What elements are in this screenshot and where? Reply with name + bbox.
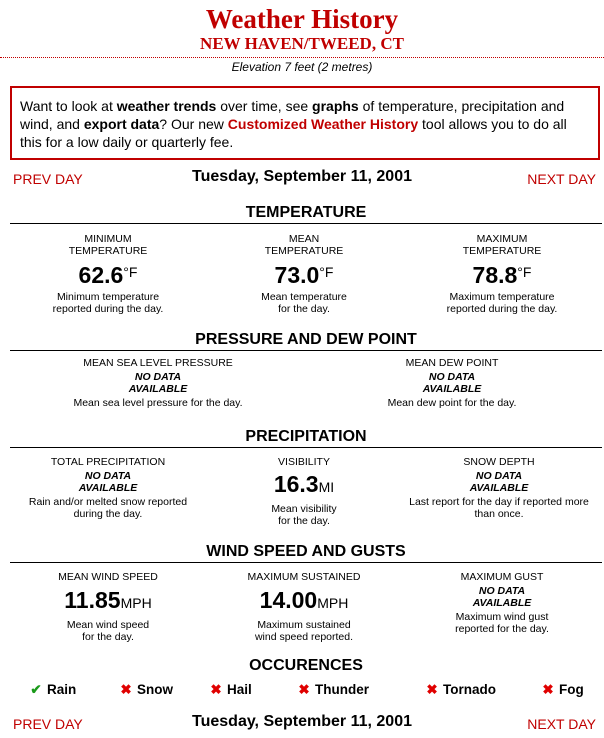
slp-label: MEAN SEA LEVEL PRESSURE [83, 357, 233, 369]
day-navigation-top [0, 168, 604, 190]
mean-wind-desc-2: for the day. [82, 631, 134, 643]
promo-text-3: of temperature, precipitation and wind, and [20, 98, 565, 132]
mean-wind-unit: MPH [120, 595, 152, 611]
mean-temp-label-1: MEAN [288, 233, 320, 245]
promo-bold-export: export data [83, 116, 160, 132]
mean-temp-unit: °F [319, 264, 334, 280]
min-temp-unit: °F [123, 264, 138, 280]
pressure-heading: PRESSURE AND DEW POINT [10, 331, 602, 351]
occurrences-heading: OCCURENCES [249, 657, 363, 674]
occurrence-label: Snow [137, 682, 173, 697]
occurrence-label: Fog [559, 682, 584, 697]
precip-nodata-2: AVAILABLE [78, 482, 138, 494]
min-temp-value: 62.6 [78, 262, 124, 288]
elevation-text: Elevation 7 feet (2 metres) [231, 60, 373, 74]
gust-nodata-1: NO DATA [478, 585, 526, 597]
cross-icon: ✖ [542, 682, 554, 697]
wind-heading: WIND SPEED AND GUSTS [10, 543, 602, 563]
total-precipitation [15, 456, 201, 520]
gust-label: MAXIMUM GUST [460, 571, 544, 583]
promo-bold-graphs: graphs [312, 98, 359, 114]
snow-depth [399, 456, 599, 520]
next-day-link-bottom[interactable]: NEXT DAY [527, 716, 596, 732]
min-temp-desc-1: Minimum temperature [56, 291, 160, 303]
mean-temperature [224, 233, 384, 315]
occurrence-snow [118, 682, 173, 698]
precip-nodata-1: NO DATA [84, 470, 132, 482]
occurrence-hail [208, 682, 252, 698]
snow-desc-2: than once. [474, 508, 524, 520]
slp-nodata-1: NO DATA [134, 371, 182, 383]
occurrence-fog [540, 682, 584, 698]
date-heading-bottom: Tuesday, September 11, 2001 [192, 713, 412, 730]
dotted-divider [0, 57, 604, 58]
precip-desc-2: during the day. [73, 508, 143, 520]
occurrence-label: Tornado [443, 682, 496, 697]
cross-icon: ✖ [210, 682, 222, 697]
cross-icon: ✖ [298, 682, 310, 697]
min-temp-label-2: TEMPERATURE [68, 245, 148, 257]
gust-nodata-2: AVAILABLE [472, 597, 532, 609]
page-title: Weather History [205, 4, 399, 34]
dew-nodata-2: AVAILABLE [422, 383, 482, 395]
max-temp-desc-1: Maximum temperature [449, 291, 555, 303]
min-temperature [28, 233, 188, 315]
day-navigation-bottom [0, 713, 604, 735]
promo-box [10, 86, 600, 160]
max-temp-value: 78.8 [472, 262, 518, 288]
mean-wind-value: 11.85 [64, 587, 121, 613]
mean-temp-desc-1: Mean temperature [261, 291, 347, 303]
sustained-label: MAXIMUM SUSTAINED [247, 571, 361, 583]
precip-label: TOTAL PRECIPITATION [50, 456, 166, 468]
wind-section [10, 543, 602, 663]
mean-wind-label: MEAN WIND SPEED [58, 571, 158, 583]
precipitation-heading: PRECIPITATION [10, 428, 602, 448]
min-temp-label-1: MINIMUM [84, 233, 132, 245]
precip-desc-1: Rain and/or melted snow reported [28, 496, 188, 508]
max-gust [432, 571, 572, 635]
sustained-desc-1: Maximum sustained [257, 619, 351, 631]
mean-temp-value: 73.0 [274, 262, 320, 288]
max-temp-label-1: MAXIMUM [476, 233, 528, 245]
snow-nodata-2: AVAILABLE [469, 482, 529, 494]
next-day-link[interactable]: NEXT DAY [527, 171, 596, 187]
max-sustained-wind [224, 571, 384, 643]
occurrence-rain [28, 682, 76, 698]
promo-text-2: over time, see [216, 98, 313, 114]
date-heading: Tuesday, September 11, 2001 [192, 168, 412, 185]
mean-temp-label-2: TEMPERATURE [264, 245, 344, 257]
sea-level-pressure [48, 357, 268, 409]
visibility-label: VISIBILITY [278, 456, 330, 468]
temperature-section [10, 204, 602, 324]
mean-wind-speed [38, 571, 178, 643]
max-temperature [422, 233, 582, 315]
occurrence-thunder [296, 682, 369, 698]
visibility-desc-2: for the day. [278, 515, 330, 527]
snow-nodata-1: NO DATA [475, 470, 523, 482]
temperature-heading: TEMPERATURE [10, 204, 602, 224]
slp-desc: Mean sea level pressure for the day. [73, 397, 243, 409]
pressure-section [10, 331, 602, 421]
visibility [234, 456, 374, 527]
cross-icon: ✖ [120, 682, 132, 697]
min-temp-desc-2: reported during the day. [52, 303, 164, 315]
dew-nodata-1: NO DATA [428, 371, 476, 383]
snow-desc-1: Last report for the day if reported more [409, 496, 589, 508]
max-temp-desc-2: reported during the day. [446, 303, 558, 315]
dew-label: MEAN DEW POINT [405, 357, 499, 369]
mean-dew-point [362, 357, 542, 409]
occurrence-tornado [424, 682, 496, 698]
max-temp-label-2: TEMPERATURE [462, 245, 542, 257]
promo-text-1: Want to look at [20, 98, 117, 114]
visibility-desc-1: Mean visibility [271, 503, 337, 515]
location-title: NEW HAVEN/TWEED, CT [200, 34, 404, 53]
prev-day-link[interactable]: PREV DAY [13, 171, 83, 187]
customized-history-link[interactable]: Customized Weather History [227, 116, 419, 132]
promo-bold-trends: weather trends [116, 98, 217, 114]
sustained-value: 14.00 [259, 587, 318, 613]
dew-desc: Mean dew point for the day. [387, 397, 517, 409]
sustained-desc-2: wind speed reported. [254, 631, 354, 643]
slp-nodata-2: AVAILABLE [128, 383, 188, 395]
mean-wind-desc-1: Mean wind speed [66, 619, 150, 631]
sustained-unit: MPH [317, 595, 349, 611]
visibility-value: 16.3 [273, 471, 319, 497]
max-temp-unit: °F [517, 264, 532, 280]
occurrence-label: Thunder [315, 682, 369, 697]
gust-desc-2: reported for the day. [455, 623, 549, 635]
promo-text-5: tool allows you to do all this for a low daily or quarterly fee. [20, 116, 567, 150]
occurrences-list [10, 682, 602, 702]
mean-temp-desc-2: for the day. [278, 303, 330, 315]
prev-day-link-bottom[interactable]: PREV DAY [13, 716, 83, 732]
promo-text-4: ? Our new [159, 116, 228, 132]
snow-label: SNOW DEPTH [463, 456, 535, 468]
cross-icon: ✖ [426, 682, 438, 697]
gust-desc-1: Maximum wind gust [455, 611, 549, 623]
visibility-unit: MI [318, 479, 335, 495]
occurrence-label: Hail [227, 682, 252, 697]
occurrences-section [10, 657, 602, 676]
precipitation-section [10, 428, 602, 538]
check-icon: ✔ [30, 682, 42, 697]
occurrence-label: Rain [47, 682, 77, 697]
